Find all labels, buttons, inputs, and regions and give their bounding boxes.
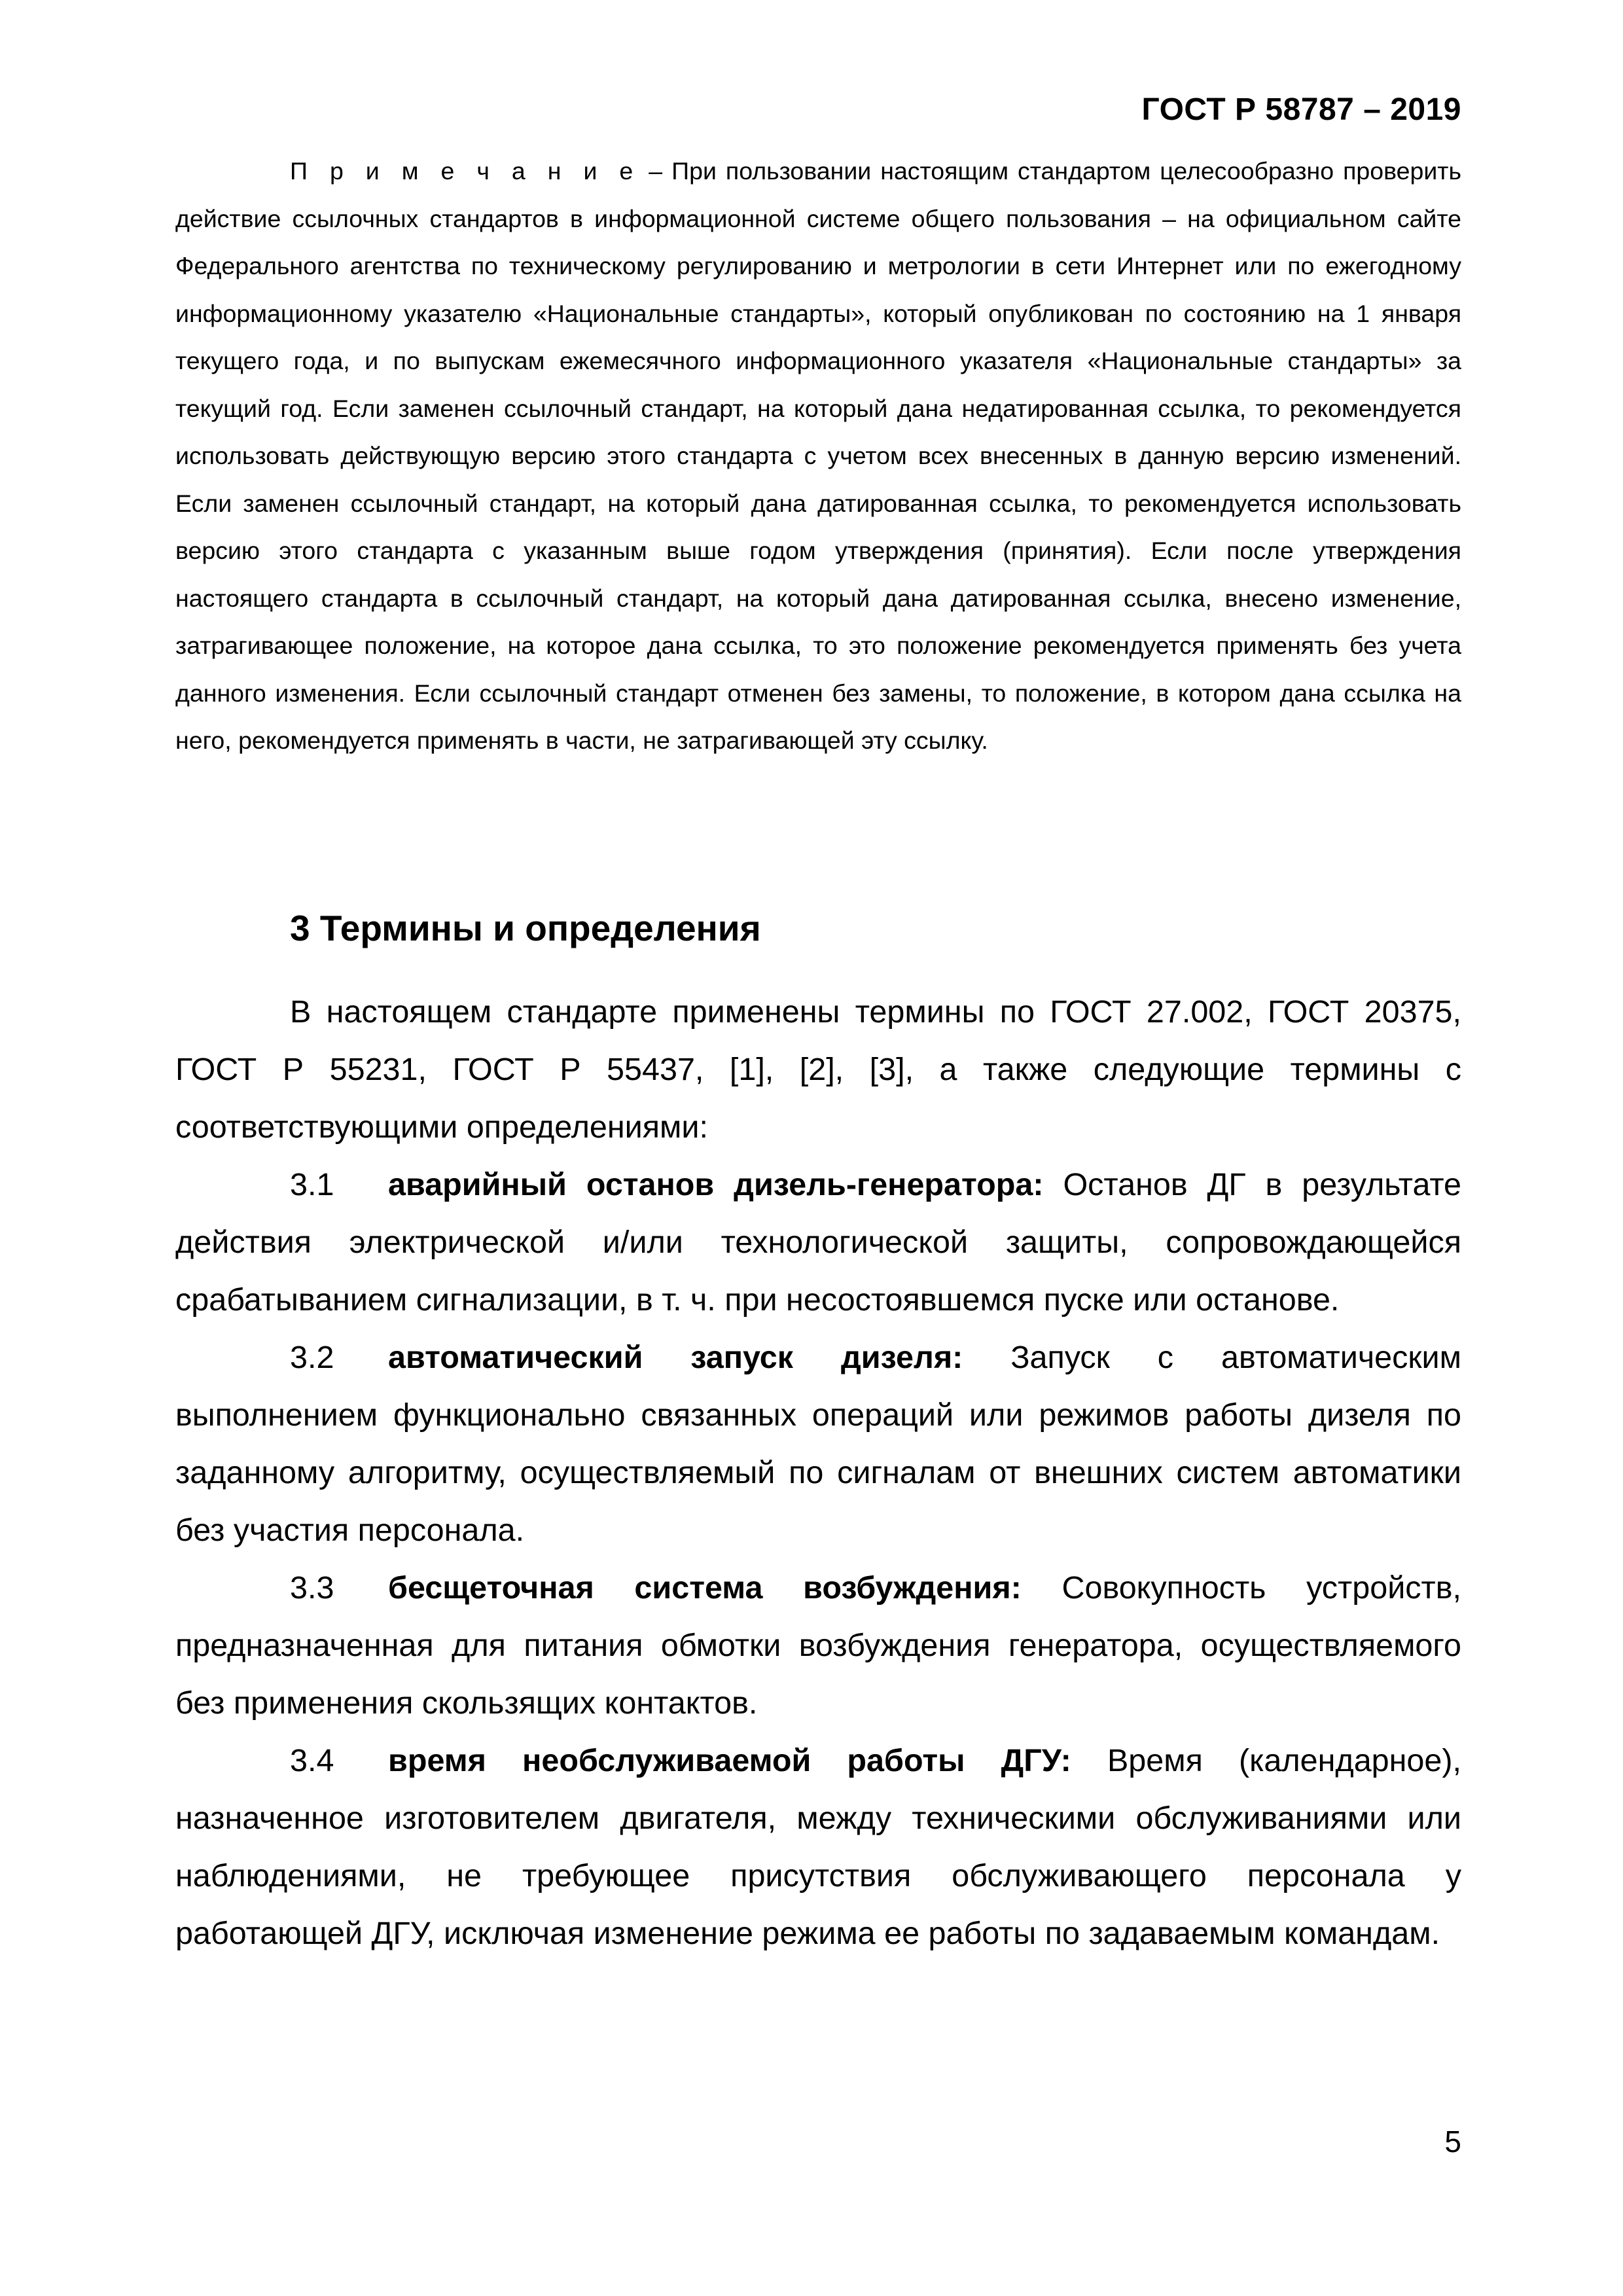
term-title: аварийный останов дизель-генератора: [388, 1167, 1044, 1202]
term-entry [175, 1732, 1461, 1962]
term-entry [175, 1559, 1461, 1732]
term-number: 3.3 [290, 1570, 334, 1605]
term-entry [175, 1329, 1461, 1559]
term-definition: Время (календарное), назначенное изготовителем двигателя, между техническими обслуживаниями или наблюдениями, не требующее присутствия обслуживающего персонала у работающей ДГУ, исключая изменение режима ее работы по задаваемым командам. [175, 1743, 1462, 1951]
standard-code-header: ГОСТ Р 58787 – 2019 [1141, 92, 1461, 127]
section-body [175, 983, 1461, 1962]
note-label: П р и м е ч а н и е [290, 157, 640, 185]
term-number: 3.2 [290, 1340, 334, 1375]
note-text: При пользовании настоящим стандартом целесообразно проверить действие ссылочных стандартов в информационной системе общего пользования – на официальном сайте Федерального агентства по техническому регулированию и метрологии в сети Интернет или по ежегодному информационному указателю «Национальные стандарты», который опубликован по состоянию на 1 января текущего года, и по выпускам ежемесячного информационного указателя «Национальные стандарты» за текущий год. Если заменен ссылочный стандарт, на который дана недатированная ссылка, то рекомендуется использовать действующую версию этого стандарта с учетом всех внесенных в данную версию изменений. Если заменен ссылочный стандарт, на который дана датированная ссылка, то рекомендуется использовать версию этого стандарта с указанным выше годом утверждения (принятия). Если после утверждения настоящего стандарта в ссылочный стандарт, на который дана датированная ссылка, внесено изменение, затрагивающее положение, на которое дана ссылка, то это положение рекомендуется применять без учета данного изменения. Если ссылочный стандарт отменен без замены, то положение, в котором дана ссылка на него, рекомендуется применять в части, не затрагивающей эту ссылку. [175, 157, 1461, 754]
section-intro: В настоящем стандарте применены термины по ГОСТ 27.002, ГОСТ 20375, ГОСТ Р 55231, ГОСТ Р 55437, [1], [2], [3], а также следующие термины с соответствующими определениями: [175, 994, 1461, 1145]
term-entry [175, 1156, 1461, 1329]
note-dash: – [639, 157, 672, 185]
term-title: автоматический запуск дизеля: [388, 1340, 963, 1375]
page-number: 5 [1444, 2125, 1461, 2159]
term-number: 3.4 [290, 1743, 334, 1778]
reference-note [175, 147, 1461, 764]
term-definition: Останов ДГ в результате действия электрической и/или технологической защиты, сопровождающейся срабатыванием сигнализации, в т. ч. при несостоявшемся пуске или останове. [175, 1167, 1461, 1318]
term-definition: Совокупность устройств, предназначенная для питания обмотки возбуждения генератора, осуществляемого без применения скользящих контактов. [175, 1570, 1461, 1721]
term-title: время необслуживаемой работы ДГУ: [388, 1743, 1071, 1778]
term-number: 3.1 [290, 1167, 334, 1202]
term-definition: Запуск с автоматическим выполнением функционально связанных операций или режимов работы дизеля по заданному алгоритму, осуществляемый по сигналам от внешних систем автоматики без участия персонала. [175, 1340, 1461, 1548]
term-title: бесщеточная система возбуждения: [388, 1570, 1022, 1605]
section-heading: 3 Термины и определения [290, 908, 761, 948]
